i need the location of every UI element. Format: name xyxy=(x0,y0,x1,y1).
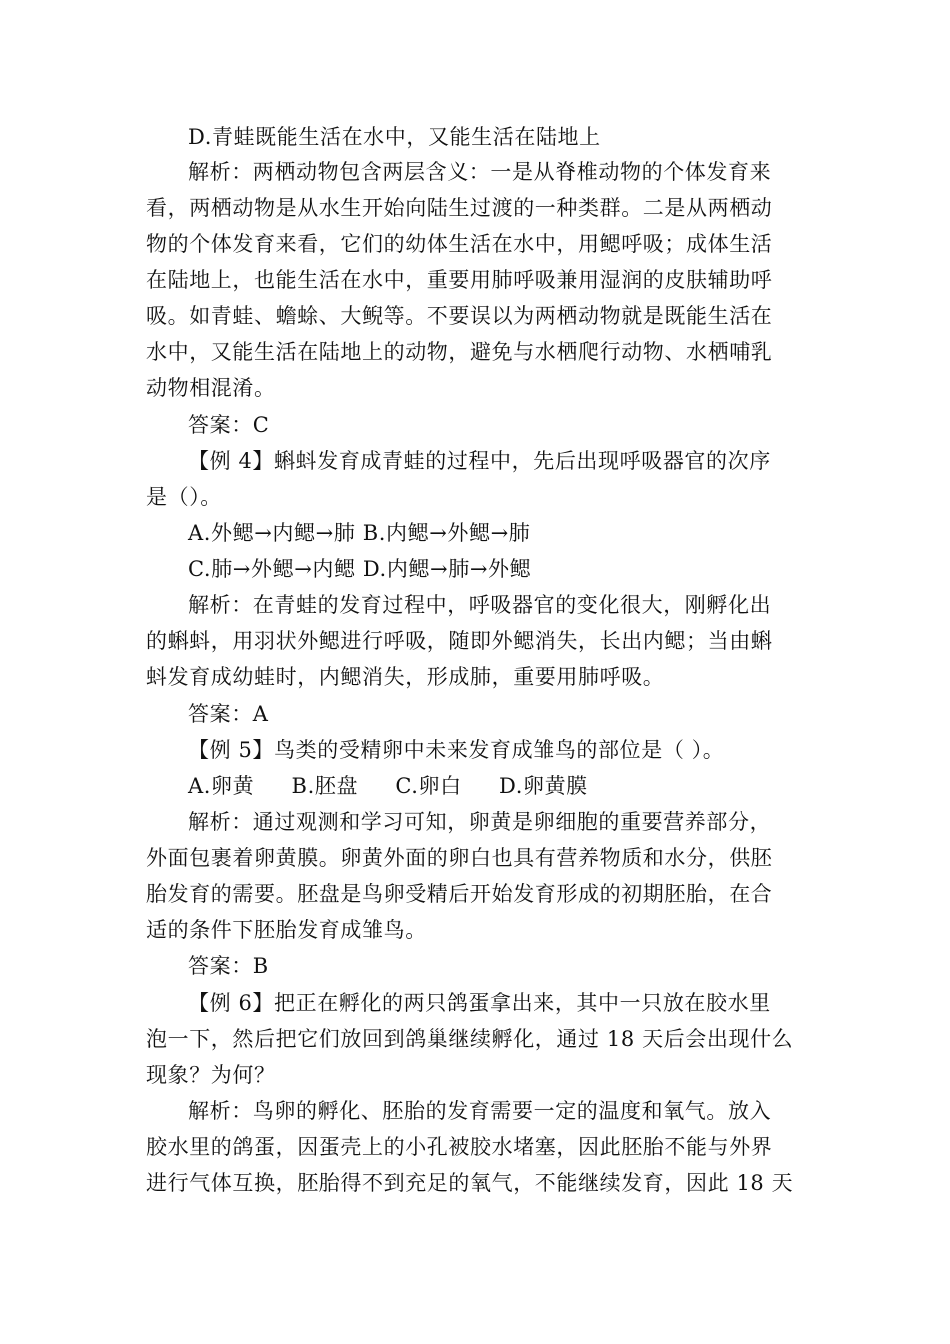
analysis-line: 动物相混淆。 xyxy=(146,376,276,400)
analysis-line: 进行气体互换，胚胎得不到充足的氧气，不能继续发育，因此 18 天 xyxy=(146,1171,794,1195)
option-b: B.胚盘 xyxy=(291,774,359,798)
analysis-line: 解析：在青蛙的发育过程中，呼吸器官的变化很大，刚孵化出 xyxy=(188,593,772,617)
analysis-line: 在陆地上，也能生活在水中，重要用肺呼吸兼用湿润的皮肤辅助呼 xyxy=(146,268,773,292)
analysis-line: 胶水里的鸽蛋，因蛋壳上的小孔被胶水堵塞，因此胚胎不能与外界 xyxy=(146,1135,773,1159)
analysis-line: 的蝌蚪，用羽状外鳃进行呼吸，随即外鳃消失，长出内鳃；当由蝌 xyxy=(146,629,773,653)
answer-line: 答案：A xyxy=(188,702,269,726)
option-d: D.卵黄膜 xyxy=(499,774,588,798)
option-c: C.卵白 xyxy=(395,774,462,798)
analysis-line: 适的条件下胚胎发育成雏鸟。 xyxy=(146,918,427,942)
analysis-line: 解析：两栖动物包含两层含义：一是从脊椎动物的个体发育来 xyxy=(188,160,772,184)
analysis-line: 吸。如青蛙、蟾蜍、大鲵等。不要误以为两栖动物就是既能生活在 xyxy=(146,304,773,328)
analysis-line: 水中，又能生活在陆地上的动物，避免与水栖爬行动物、水栖哺乳 xyxy=(146,340,773,364)
option-d-line: D.青蛙既能生活在水中，又能生活在陆地上 xyxy=(188,125,601,149)
analysis-line: 蚪发育成幼蛙时，内鳃消失，形成肺，重要用肺呼吸。 xyxy=(146,665,665,689)
example-4-options-ab: A.外鳃→内鳃→肺 B.内鳃→外鳃→肺 xyxy=(188,521,531,545)
answer-line: 答案：C xyxy=(188,413,270,437)
analysis-line: 解析：鸟卵的孵化、胚胎的发育需要一定的温度和氧气。放入 xyxy=(188,1099,772,1123)
example-4-options-cd: C.肺→外鳃→内鳃 D.内鳃→肺→外鳃 xyxy=(188,557,532,581)
example-5-title: 【例 5】鸟类的受精卵中未来发育成雏鸟的部位是（ ）。 xyxy=(188,738,725,762)
analysis-line: 看，两栖动物是从水生开始向陆生过渡的一种类群。二是从两栖动 xyxy=(146,196,773,220)
analysis-line: 胎发育的需要。胚盘是鸟卵受精后开始发育形成的初期胚胎，在合 xyxy=(146,882,773,906)
analysis-line: 外面包裹着卵黄膜。卵黄外面的卵白也具有营养物质和水分，供胚 xyxy=(146,846,773,870)
example-5-options xyxy=(188,771,806,801)
example-6-title-cont: 现象？为何？ xyxy=(146,1063,276,1087)
analysis-line: 解析：通过观测和学习可知，卵黄是卵细胞的重要营养部分， xyxy=(188,810,772,834)
analysis-line: 物的个体发育来看，它们的幼体生活在水中，用鳃呼吸；成体生活 xyxy=(146,232,773,256)
example-4-title-cont: 是（）。 xyxy=(146,485,222,509)
example-6-title: 【例 6】把正在孵化的两只鸽蛋拿出来，其中一只放在胶水里 xyxy=(188,991,771,1015)
example-4-title: 【例 4】蝌蚪发育成青蛙的过程中，先后出现呼吸器官的次序 xyxy=(188,449,771,473)
option-a: A.卵黄 xyxy=(188,774,255,798)
answer-line: 答案：B xyxy=(188,954,269,978)
example-6-title-cont: 泡一下，然后把它们放回到鸽巢继续孵化，通过 18 天后会出现什么 xyxy=(146,1027,794,1051)
